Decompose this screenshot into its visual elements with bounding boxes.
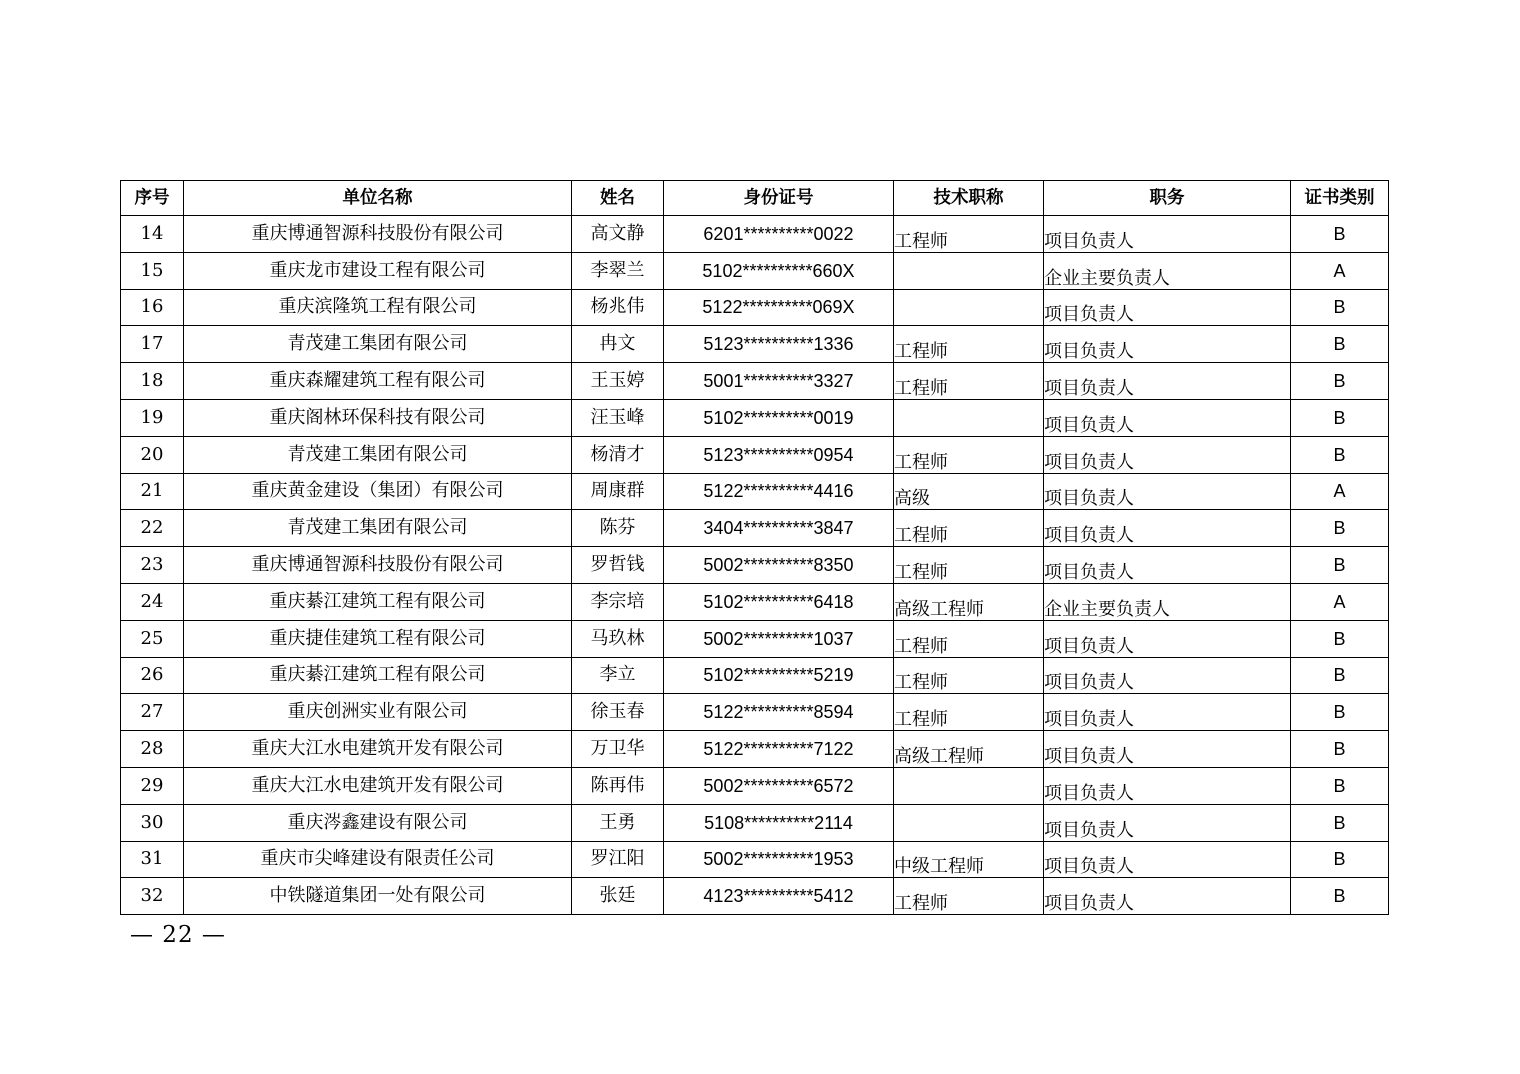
row-cert-category: A: [1291, 252, 1389, 289]
row-cert-category: B: [1291, 657, 1389, 694]
row-cert-category: B: [1291, 841, 1389, 878]
row-person-name: 马玖林: [572, 620, 664, 657]
table-row: [121, 731, 1389, 768]
header-cert-category: 证书类别: [1291, 181, 1389, 216]
row-seq: 14: [121, 216, 184, 253]
row-duty: 项目负责人: [1044, 436, 1291, 473]
row-cert-category: A: [1291, 473, 1389, 510]
row-tech-title: 工程师: [894, 436, 1044, 473]
header-tech-title: 技术职称: [894, 181, 1044, 216]
row-id-number: 5122**********8594: [664, 694, 894, 731]
row-tech-title: 工程师: [894, 326, 1044, 363]
row-cert-category: B: [1291, 804, 1389, 841]
row-unit-name: 重庆大江水电建筑开发有限公司: [184, 731, 572, 768]
table-row: [121, 252, 1389, 289]
row-unit-name: 重庆滨隆筑工程有限公司: [184, 289, 572, 326]
row-id-number: 5122**********7122: [664, 731, 894, 768]
table-row: [121, 841, 1389, 878]
row-duty: 项目负责人: [1044, 547, 1291, 584]
row-tech-title: 高级工程师: [894, 583, 1044, 620]
row-tech-title: [894, 767, 1044, 804]
row-unit-name: 重庆阁林环保科技有限公司: [184, 399, 572, 436]
table-header-row: [121, 181, 1389, 216]
row-duty: 项目负责人: [1044, 657, 1291, 694]
row-cert-category: B: [1291, 436, 1389, 473]
row-duty: 项目负责人: [1044, 767, 1291, 804]
row-id-number: 5002**********8350: [664, 547, 894, 584]
header-id-number: 身份证号: [664, 181, 894, 216]
row-tech-title: 中级工程师: [894, 841, 1044, 878]
row-person-name: 杨兆伟: [572, 289, 664, 326]
row-id-number: 3404**********3847: [664, 510, 894, 547]
row-seq: 26: [121, 657, 184, 694]
row-seq: 30: [121, 804, 184, 841]
row-tech-title: 工程师: [894, 657, 1044, 694]
header-seq: 序号: [121, 181, 184, 216]
row-person-name: 陈芬: [572, 510, 664, 547]
row-id-number: 5102**********660X: [664, 252, 894, 289]
table-row: [121, 510, 1389, 547]
row-seq: 20: [121, 436, 184, 473]
row-duty: 项目负责人: [1044, 473, 1291, 510]
table-row: [121, 216, 1389, 253]
row-duty: 项目负责人: [1044, 399, 1291, 436]
row-unit-name: 重庆森耀建筑工程有限公司: [184, 363, 572, 400]
row-seq: 28: [121, 731, 184, 768]
table-row: [121, 583, 1389, 620]
row-seq: 25: [121, 620, 184, 657]
row-cert-category: B: [1291, 694, 1389, 731]
row-unit-name: 重庆黄金建设（集团）有限公司: [184, 473, 572, 510]
row-cert-category: B: [1291, 326, 1389, 363]
row-unit-name: 重庆博通智源科技股份有限公司: [184, 547, 572, 584]
row-unit-name: 重庆涔鑫建设有限公司: [184, 804, 572, 841]
row-duty: 企业主要负责人: [1044, 252, 1291, 289]
row-tech-title: [894, 399, 1044, 436]
row-tech-title: [894, 289, 1044, 326]
row-tech-title: 工程师: [894, 547, 1044, 584]
table-row: [121, 694, 1389, 731]
row-id-number: 5002**********1953: [664, 841, 894, 878]
row-tech-title: 工程师: [894, 878, 1044, 915]
table-row: [121, 878, 1389, 915]
row-person-name: 周康群: [572, 473, 664, 510]
header-duty: 职务: [1044, 181, 1291, 216]
row-unit-name: 青茂建工集团有限公司: [184, 510, 572, 547]
row-person-name: 汪玉峰: [572, 399, 664, 436]
personnel-table: [120, 180, 1389, 915]
row-id-number: 5122**********4416: [664, 473, 894, 510]
table-row: [121, 620, 1389, 657]
row-id-number: 5123**********1336: [664, 326, 894, 363]
row-duty: 企业主要负责人: [1044, 583, 1291, 620]
row-seq: 17: [121, 326, 184, 363]
row-cert-category: B: [1291, 289, 1389, 326]
row-unit-name: 重庆市尖峰建设有限责任公司: [184, 841, 572, 878]
row-id-number: 5123**********0954: [664, 436, 894, 473]
row-cert-category: B: [1291, 363, 1389, 400]
row-cert-category: B: [1291, 767, 1389, 804]
row-seq: 29: [121, 767, 184, 804]
row-tech-title: [894, 252, 1044, 289]
row-seq: 18: [121, 363, 184, 400]
row-duty: 项目负责人: [1044, 620, 1291, 657]
row-seq: 16: [121, 289, 184, 326]
row-tech-title: [894, 804, 1044, 841]
row-unit-name: 青茂建工集团有限公司: [184, 436, 572, 473]
row-unit-name: 中铁隧道集团一处有限公司: [184, 878, 572, 915]
header-unit-name: 单位名称: [184, 181, 572, 216]
row-duty: 项目负责人: [1044, 804, 1291, 841]
row-id-number: 5122**********069X: [664, 289, 894, 326]
table-row: [121, 399, 1389, 436]
table-row: [121, 547, 1389, 584]
row-seq: 22: [121, 510, 184, 547]
row-duty: 项目负责人: [1044, 510, 1291, 547]
row-seq: 21: [121, 473, 184, 510]
row-unit-name: 重庆捷佳建筑工程有限公司: [184, 620, 572, 657]
table-row: [121, 657, 1389, 694]
row-seq: 32: [121, 878, 184, 915]
row-seq: 23: [121, 547, 184, 584]
table-row: [121, 436, 1389, 473]
row-cert-category: B: [1291, 399, 1389, 436]
row-id-number: 5001**********3327: [664, 363, 894, 400]
table-row: [121, 767, 1389, 804]
row-cert-category: B: [1291, 216, 1389, 253]
row-tech-title: 高级工程师: [894, 731, 1044, 768]
row-id-number: 5108**********2114: [664, 804, 894, 841]
row-duty: 项目负责人: [1044, 731, 1291, 768]
row-unit-name: 重庆綦江建筑工程有限公司: [184, 583, 572, 620]
row-id-number: 5002**********1037: [664, 620, 894, 657]
row-duty: 项目负责人: [1044, 694, 1291, 731]
row-person-name: 李翠兰: [572, 252, 664, 289]
row-duty: 项目负责人: [1044, 878, 1291, 915]
row-unit-name: 重庆大江水电建筑开发有限公司: [184, 767, 572, 804]
row-person-name: 高文静: [572, 216, 664, 253]
row-cert-category: B: [1291, 510, 1389, 547]
row-duty: 项目负责人: [1044, 363, 1291, 400]
row-cert-category: B: [1291, 620, 1389, 657]
row-id-number: 5102**********0019: [664, 399, 894, 436]
row-person-name: 罗江阳: [572, 841, 664, 878]
table-body: [121, 216, 1389, 915]
row-person-name: 王勇: [572, 804, 664, 841]
table-row: [121, 289, 1389, 326]
header-person-name: 姓名: [572, 181, 664, 216]
table-row: [121, 473, 1389, 510]
row-person-name: 李宗培: [572, 583, 664, 620]
row-unit-name: 重庆博通智源科技股份有限公司: [184, 216, 572, 253]
row-person-name: 张廷: [572, 878, 664, 915]
row-duty: 项目负责人: [1044, 216, 1291, 253]
row-id-number: 5002**********6572: [664, 767, 894, 804]
row-cert-category: A: [1291, 583, 1389, 620]
row-tech-title: 工程师: [894, 694, 1044, 731]
row-person-name: 徐玉春: [572, 694, 664, 731]
row-unit-name: 重庆龙市建设工程有限公司: [184, 252, 572, 289]
row-seq: 19: [121, 399, 184, 436]
row-person-name: 万卫华: [572, 731, 664, 768]
row-id-number: 5102**********6418: [664, 583, 894, 620]
row-unit-name: 重庆綦江建筑工程有限公司: [184, 657, 572, 694]
row-seq: 15: [121, 252, 184, 289]
row-cert-category: B: [1291, 731, 1389, 768]
row-tech-title: 高级: [894, 473, 1044, 510]
row-unit-name: 青茂建工集团有限公司: [184, 326, 572, 363]
table-row: [121, 804, 1389, 841]
page-number: — 22 —: [130, 922, 226, 948]
row-person-name: 杨清才: [572, 436, 664, 473]
row-duty: 项目负责人: [1044, 289, 1291, 326]
row-seq: 24: [121, 583, 184, 620]
row-tech-title: 工程师: [894, 363, 1044, 400]
table-row: [121, 363, 1389, 400]
row-cert-category: B: [1291, 878, 1389, 915]
row-cert-category: B: [1291, 547, 1389, 584]
row-duty: 项目负责人: [1044, 841, 1291, 878]
row-id-number: 5102**********5219: [664, 657, 894, 694]
row-person-name: 李立: [572, 657, 664, 694]
row-id-number: 6201**********0022: [664, 216, 894, 253]
row-id-number: 4123**********5412: [664, 878, 894, 915]
row-person-name: 陈再伟: [572, 767, 664, 804]
row-person-name: 王玉婷: [572, 363, 664, 400]
row-seq: 27: [121, 694, 184, 731]
row-unit-name: 重庆创洲实业有限公司: [184, 694, 572, 731]
row-person-name: 罗哲钱: [572, 547, 664, 584]
row-duty: 项目负责人: [1044, 326, 1291, 363]
row-seq: 31: [121, 841, 184, 878]
row-tech-title: 工程师: [894, 620, 1044, 657]
row-tech-title: 工程师: [894, 216, 1044, 253]
row-person-name: 冉文: [572, 326, 664, 363]
row-tech-title: 工程师: [894, 510, 1044, 547]
table-row: [121, 326, 1389, 363]
